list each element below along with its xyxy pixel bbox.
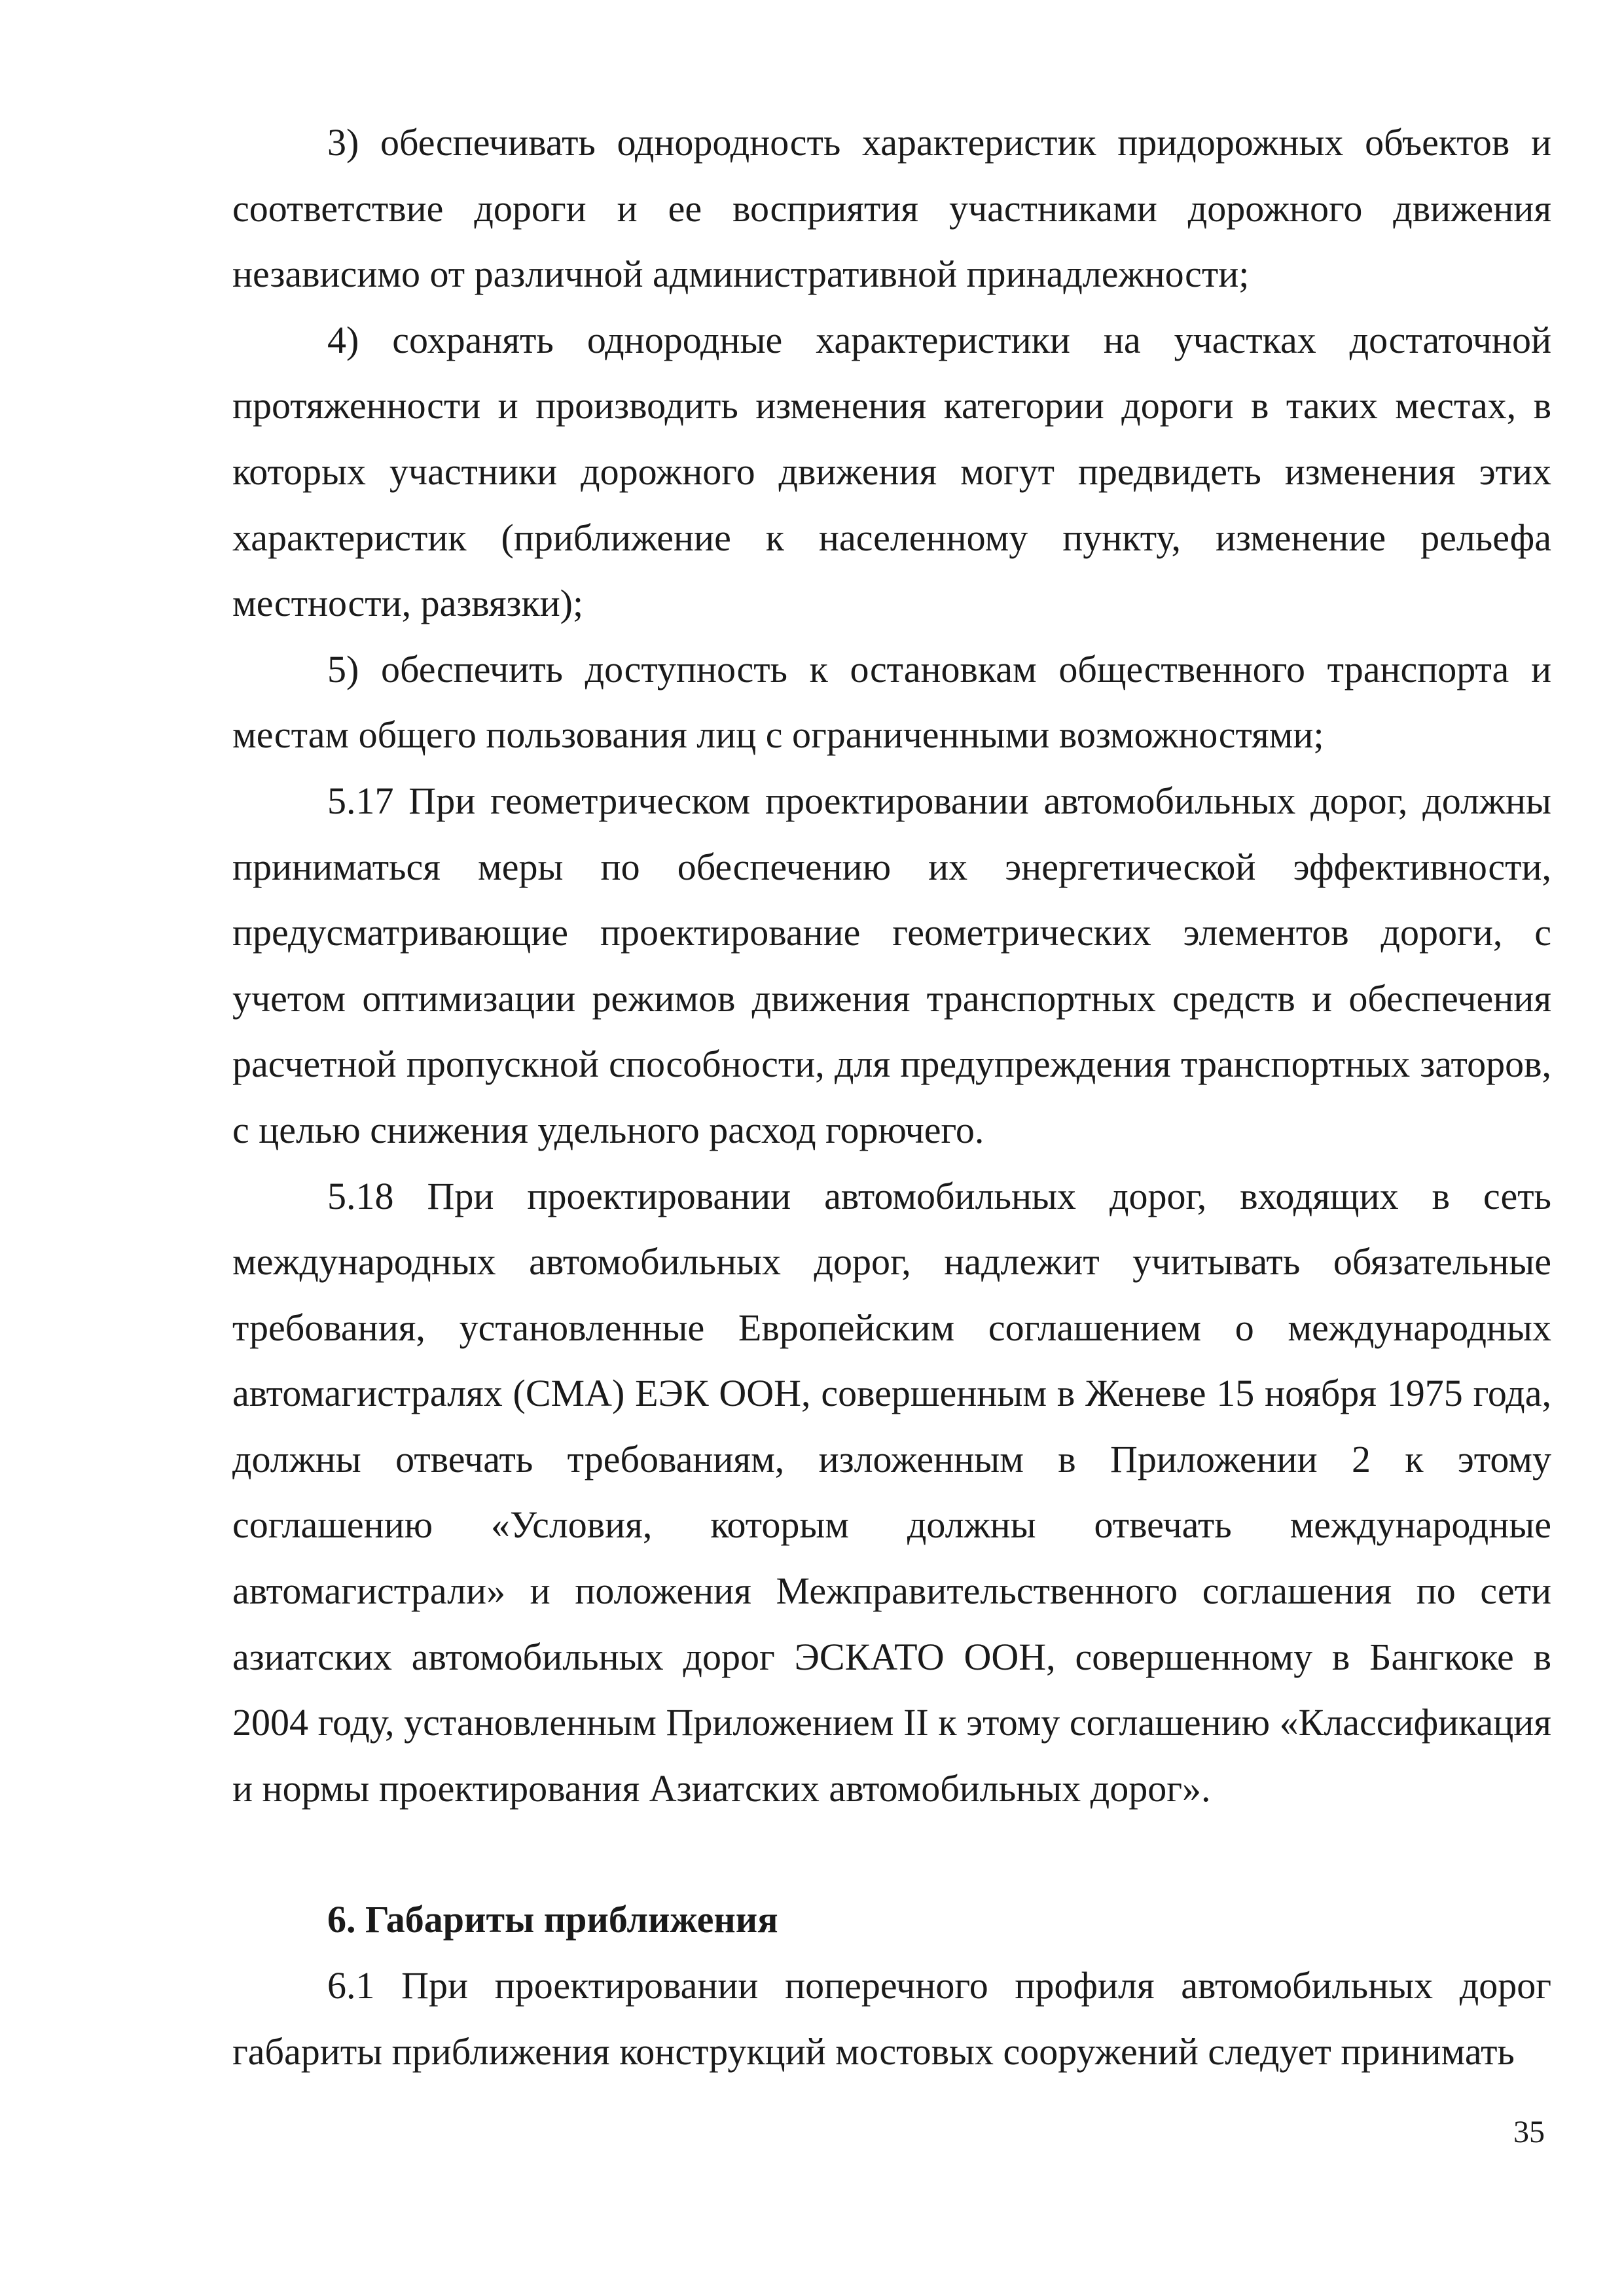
paragraph-clause-5-17: 5.17 При геометрическом проектировании автомобильных дорог, должны приниматься меры по обеспечению их энергетической эффективности, предусматривающие проектирование геометрических элементов дороги, с учетом оптимизации режимов движения транспортных средств и обеспечения расчетной пропускной способности, для предупреждения транспортных заторов, с целью снижения удельного расход горючего.: [232, 779, 1551, 1151]
paragraph-item-3: 3) обеспечивать однородность характеристик придорожных объектов и соответствие дороги и ее восприятия участниками дорожного движения независимо от различной административной принадлежности;: [232, 121, 1551, 296]
paragraph-item-5: 5) обеспечить доступность к остановкам общественного транспорта и местам общего пользования лиц с ограниченными возможностями;: [232, 647, 1551, 757]
document-page: [232, 110, 1551, 2085]
paragraph-item-4: 4) сохранять однородные характеристики на участках достаточной протяженности и производить изменения категории дороги в таких местах, в которых участники дорожного движения могут предвидеть изменения этих характеристик (приближение к населенному пункту, изменение рельефа местности, развязки);: [232, 318, 1551, 625]
page-number: 35: [1513, 2115, 1545, 2149]
section-heading: 6. Габариты приближения: [327, 1898, 778, 1941]
paragraph-clause-6-1: 6.1 При проектировании поперечного профиля автомобильных дорог габариты приближения конструкций мостовых сооружений следует принимать: [232, 1964, 1551, 2073]
paragraph-clause-5-18: 5.18 При проектировании автомобильных дорог, входящих в сеть международных автомобильных дорог, надлежит учитывать обязательные требования, установленные Европейским соглашением о международных автомагистралях (СМА) ЕЭК ООН, совершенным в Женеве 15 ноября 1975 года, должны отвечать требованиям, изложенным в Приложении 2 к этому соглашению «Условия, которым должны отвечать международные автомагистрали» и положения Межправительственного соглашения по сети азиатских автомобильных дорог ЭСКАТО ООН, совершенному в Бангкоке в 2004 году, установленным Приложением II к этому соглашению «Классификация и нормы проектирования Азиатских автомобильных дорог».: [232, 1174, 1551, 1810]
